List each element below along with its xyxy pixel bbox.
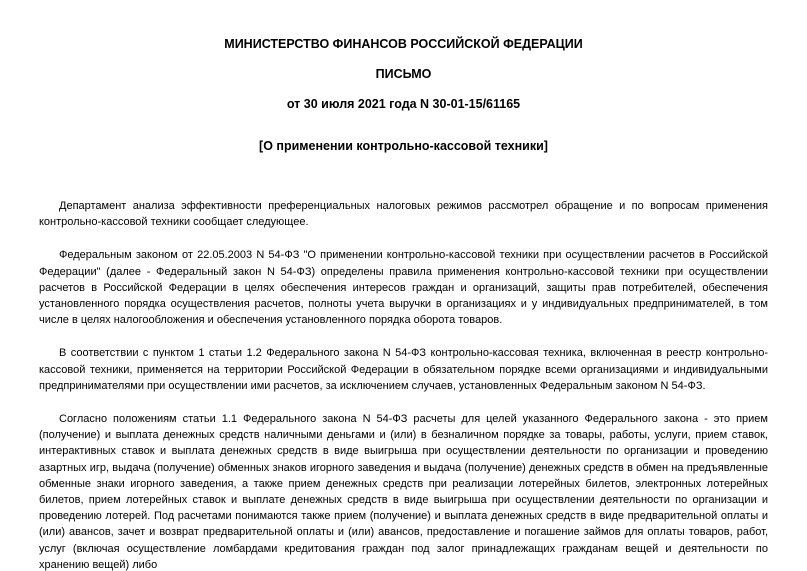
body-paragraph: Федеральным законом от 22.05.2003 N 54-ФЗ "О применении контрольно-кассовой техники при осуществлении расчетов в Российской Федерации" (далее - Федеральный закон N 54-ФЗ) определены правила применения контрольно-кассовой техники при осуществлении расчетов в Российской Федерации в целях обеспечения интересов граждан и организаций, защиты прав потребителей, обеспечения установленного порядка осуществления расчетов, полноты учета выручки в организациях и у индивидуальных предпринимателей, в том числе в целях налогообложения и обеспечения установленного порядка оборота товаров. — [39, 249, 768, 327]
document-subject: [О применении контрольно-кассовой техники] — [259, 139, 548, 153]
document-date-number: от 30 июля 2021 года N 30-01-15/61165 — [286, 97, 521, 111]
ministry-heading: МИНИСТЕРСТВО ФИНАНСОВ РОССИЙСКОЙ ФЕДЕРАЦИИ — [224, 37, 583, 51]
body-paragraph: Согласно положениям статьи 1.1 Федерального закона N 54-ФЗ расчеты для целей указанного Федерального закона - это прием (получение) и выплата денежных средств наличными деньгами и (или) в безналичном порядке за товары, работы, услуги, прием ставок, интерактивных ставок и выплата денежных средств в виде выигрыша при осуществлении деятельности по организации и проведению азартных игр, выдача (получение) обменных знаков игорного заведения и выдача (получение) денежных средств в обмен на предъявленные обменные знаки игорного заведения, а также прием денежных средств при реализации лотерейных билетов, электронных лотерейных билетов, прием лотерейных ставок и выплате денежных средств в виде выигрыша при осуществлении деятельности по организации и проведению лотерей. Под расчетами понимаются также прием (получение) и выплата денежных средств в виде предварительной оплаты и (или) авансов, зачет и возврат предварительной оплаты и (или) авансов, предоставление и погашение займов для оплаты товаров, работ, услуг (включая осуществление ломбардами кредитования граждан под залог принадлежащих гражданам вещей и деятельности по хранению вещей) либо — [39, 413, 768, 571]
body-paragraph: Департамент анализа эффективности преференциальных налоговых режимов рассмотрел обращение и по вопросам применения контрольно-кассовой техники сообщает следующее. — [39, 200, 768, 229]
body-paragraph: В соответствии с пунктом 1 статьи 1.2 Федерального закона N 54-ФЗ контрольно-кассовая техника, включенная в реестр контрольно-кассовой техники, применяется на территории Российской Федерации в обязательном порядке всеми организациями и индивидуальными предпринимателями при осуществлении ими расчетов, за исключением случаев, установленных Федеральным законом N 54-ФЗ. — [39, 347, 768, 392]
document-body — [39, 198, 768, 571]
document-type-heading: ПИСЬМО — [375, 67, 432, 81]
